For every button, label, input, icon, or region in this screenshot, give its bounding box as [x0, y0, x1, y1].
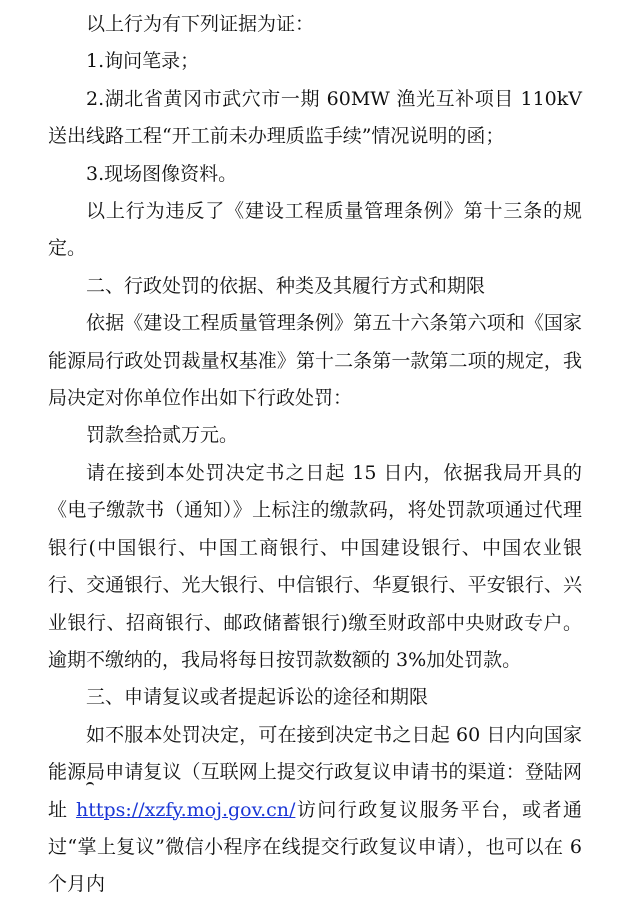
document-body: [48, 6, 582, 904]
penalty-basis-paragraph: 依据《建设工程质量管理条例》第五十六条第六项和《国家能源局行政处罚裁量权基准》第十二条第一款第二项的规定，我局决定对你单位作出如下行政处罚：: [48, 312, 582, 410]
section-heading-penalty-basis: 二、行政处罚的依据、种类及其履行方式和期限: [86, 274, 486, 297]
payment-instructions: 请在接到本处罚决定书之日起 15 日内，依据我局开具的《电子缴款书（通知）》上标注的缴款码，将处罚款项通过代理银行(中国银行、中国工商银行、中国建设银行、中国农业银行、交通银行、光大银行、中信银行、华夏银行、平安银行、兴业银行、招商银行、邮政储蓄银行)缴至财政部中央财政专户。逾期不缴纳的，我局将每日按罚款数额的 3%加处罚款。: [48, 461, 582, 671]
penalty-amount: 罚款叁拾贰万元。: [86, 424, 239, 447]
section-heading-appeal: 三、申请复议或者提起诉讼的途径和期限: [86, 686, 429, 709]
evidence-item-1: 1.询问笔录；: [86, 50, 200, 73]
evidence-item-3: 3.现场图像资料。: [86, 162, 238, 185]
cut-off-text-fragment: [86, 782, 94, 788]
appeal-text-after-link: 访问行政复议服务平台，或者通过“掌上复议”微信小程序在线提交行政复议申请），也可以在 6 个月内: [48, 798, 582, 896]
evidence-item-2: 2.湖北省黄冈市武穴市一期 60MW 渔光互补项目 110kV 送出线路工程“开工前未办理质监手续”情况说明的函；: [48, 87, 582, 148]
appeal-paragraph: [48, 717, 582, 904]
review-website-link[interactable]: https://xzfy.moj.gov.cn/: [75, 798, 296, 821]
evidence-intro: 以上行为有下列证据为证：: [86, 13, 315, 35]
violation-statement: 以上行为违反了《建设工程质量管理条例》第十三条的规定。: [48, 200, 582, 260]
appeal-text-before-link: 如不服本处罚决定，可在接到决定书之日起 60 日内向国家能源局申请复议（互联网上提交行政复议申请书的渠道：登陆网址: [48, 723, 582, 821]
